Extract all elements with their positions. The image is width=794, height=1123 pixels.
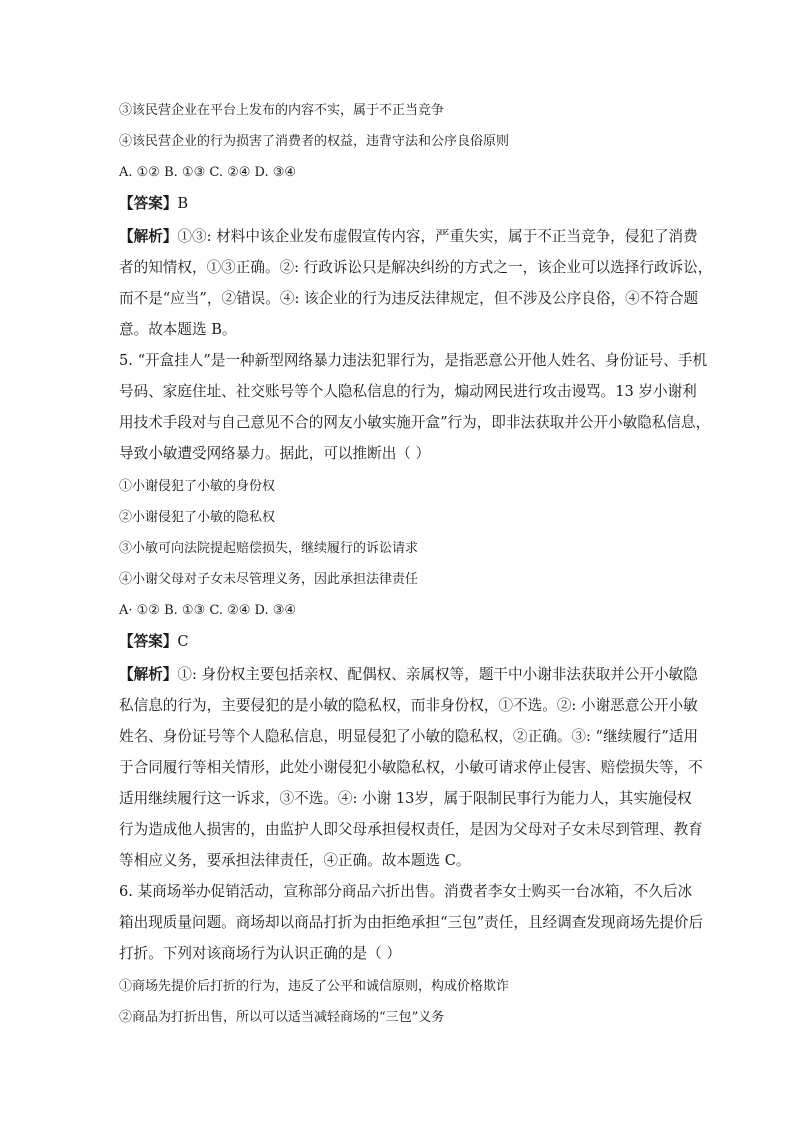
answer-value: C bbox=[177, 633, 189, 650]
q5-stem-line-2: 号码、家庭住址、社交账号等个人隐私信息的行为，煽动网民进行攻击谩骂。13 岁小谢利 bbox=[119, 383, 697, 400]
q5-option-2: ②小谢侵犯了小敏的隐私权 bbox=[119, 510, 276, 525]
answer-tag: 【答案】 bbox=[119, 195, 178, 212]
q5-option-4: ④小谢父母对子女未尽管理义务，因此承担法律责任 bbox=[119, 572, 419, 587]
q5-analysis-line-7: 等相应义务，要承担法律责任，④正确。故本题选 C。 bbox=[119, 852, 471, 869]
q4-choices: A. ①② B. ①③ C. ②④ D. ③④ bbox=[119, 165, 297, 180]
q5-stem-line-4: 导致小敏遭受网络暴力。据此，可以推断出（ ） bbox=[119, 445, 431, 462]
q4-analysis-line-4: 意。故本题选 B。 bbox=[119, 321, 237, 338]
q5-option-3: ③小敏可向法院提起赔偿损失，继续履行的诉讼请求 bbox=[119, 541, 419, 556]
q5-analysis-line-3: 姓名、身份证号等个人隐私信息，明显侵犯了小敏的隐私权，②正确。③: “继续履行”适用 bbox=[119, 728, 699, 745]
q5-choices: A· ①② B. ①③ C. ②④ D. ③④ bbox=[119, 603, 297, 618]
q4-analysis-line-1: 【解析】①③: 材料中该企业发布虚假宣传内容，严重失实，属于不正当竞争，侵犯了消费 bbox=[119, 228, 698, 245]
q4-option-4: ④该民营企业的行为损害了消费者的权益，违背守法和公序良俗原则 bbox=[119, 134, 510, 149]
q6-option-2: ②商品为打折出售，所以可以适当减轻商场的“三包”义务 bbox=[119, 1010, 445, 1025]
analysis-tag: 【解析】 bbox=[119, 666, 178, 683]
q5-option-1: ①小谢侵犯了小敏的身份权 bbox=[119, 479, 276, 494]
q4-answer bbox=[119, 197, 188, 212]
q5-answer bbox=[119, 635, 189, 650]
analysis-tag: 【解析】 bbox=[119, 228, 178, 245]
q4-analysis-line-2: 者的知情权，①③正确。②: 行政诉讼只是解决纠纷的方式之一，该企业可以选择行政诉讼， bbox=[119, 259, 713, 276]
q6-option-1: ①商场先提价后打折的行为，违反了公平和诚信原则，构成价格欺诈 bbox=[119, 979, 510, 994]
answer-tag: 【答案】 bbox=[119, 633, 178, 650]
q6-stem-line-1: 6. 某商场举办促销活动，宣称部分商品六折出售。消费者李女士购买一台冰箱，不久后冰 bbox=[119, 883, 693, 900]
q4-option-3: ③该民营企业在平台上发布的内容不实，属于不正当竞争 bbox=[119, 103, 445, 118]
q5-analysis-line-6: 行为造成他人损害的，由监护人即父母承担侵权责任，是因为父母对子女未尽到管理、教育 bbox=[119, 821, 703, 838]
q5-analysis-line-2: 私信息的行为，主要侵犯的是小敏的隐私权，而非身份权，①不选。②: 小谢恶意公开小敏 bbox=[119, 697, 698, 714]
q5-stem-line-1: 5. “开盒挂人”是一种新型网络暴力违法犯罪行为，是指恶意公开他人姓名、身份证号、手机 bbox=[119, 352, 708, 369]
q6-stem-line-2: 箱出现质量问题。商场却以商品打折为由拒绝承担“三包”责任，且经调查发现商场先提价后 bbox=[119, 914, 704, 931]
q6-stem-line-3: 打折。下列对该商场行为认识正确的是（ ） bbox=[119, 945, 401, 962]
q5-stem-line-3: 用技术手段对与自己意见不合的网友小敏实施开盒”行为，即非法获取并公开小敏隐私信息， bbox=[119, 414, 711, 431]
q5-analysis-line-1: 【解析】①: 身份权主要包括亲权、配偶权、亲属权等，题干中小谢非法获取并公开小敏隐 bbox=[119, 666, 698, 683]
answer-value: B bbox=[177, 195, 189, 212]
q5-analysis-line-4: 于合同履行等相关情形，此处小谢侵犯小敏隐私权，小敏可请求停止侵害、赔偿损失等，不 bbox=[119, 759, 703, 776]
q4-analysis-line-3: 而不是“应当”，②错误。④: 该企业的行为违反法律规定，但不涉及公序良俗，④不符合题 bbox=[119, 290, 699, 307]
q5-analysis-line-5: 适用继续履行这一诉求，③不选。④: 小谢 13岁，属于限制民事行为能力人，其实施侵权 bbox=[119, 790, 692, 807]
